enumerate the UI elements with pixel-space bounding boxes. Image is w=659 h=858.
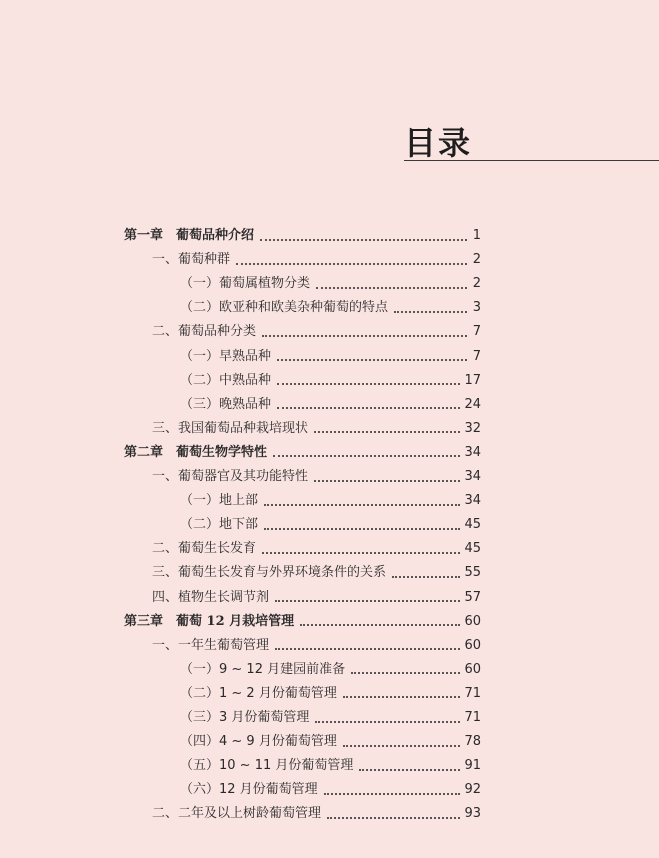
toc-entry-label: （二）地下部 <box>180 517 259 533</box>
toc-entry[interactable] <box>180 296 481 320</box>
toc-entry[interactable] <box>152 586 481 610</box>
toc-page-number: 17 <box>464 372 481 388</box>
toc-entry-label: 三、葡萄生长发育与外界环境条件的关系 <box>152 565 387 581</box>
toc-entry[interactable] <box>180 682 481 706</box>
toc-entry[interactable] <box>180 658 481 682</box>
toc-page-number: 78 <box>464 734 481 750</box>
toc-leader-dots <box>343 744 461 747</box>
toc-page-number: 32 <box>464 420 481 436</box>
toc-entry-label: 二、二年及以上树龄葡萄管理 <box>152 806 322 822</box>
toc-entry-label: （二）1 ~ 2 月份葡萄管理 <box>180 685 337 701</box>
toc-entry-label: （一）地上部 <box>180 493 259 509</box>
toc-leader-dots <box>273 454 460 457</box>
toc-entry-label: （六）12 月份葡萄管理 <box>180 782 318 798</box>
toc-entry-label: 第三章 葡萄 12 月栽培管理 <box>124 613 295 629</box>
page-title: 目录 <box>404 124 473 162</box>
toc-leader-dots <box>394 310 467 313</box>
toc-page-number: 34 <box>464 444 481 460</box>
toc-page-number: 7 <box>472 348 481 364</box>
toc-leader-dots <box>264 527 460 530</box>
toc-entry-label: 四、植物生长调节剂 <box>152 589 270 605</box>
toc-leader-dots <box>324 792 461 795</box>
toc-page-number: 1 <box>472 228 481 243</box>
toc-page-number: 60 <box>464 637 481 653</box>
toc-page-number: 34 <box>464 493 481 509</box>
toc-entry[interactable] <box>180 513 481 537</box>
toc-leader-dots <box>359 768 460 771</box>
toc-entry[interactable] <box>152 802 481 826</box>
toc-page-number: 92 <box>464 782 481 798</box>
toc-page-number: 3 <box>472 300 481 316</box>
toc-entry[interactable] <box>152 634 481 658</box>
toc-leader-dots <box>236 262 467 265</box>
toc-chapter-entry[interactable] <box>124 610 481 634</box>
toc-entry-label: 第二章 葡萄生物学特性 <box>124 444 268 460</box>
toc-leader-dots <box>300 623 460 626</box>
toc-leader-dots <box>351 671 460 674</box>
toc-entry[interactable] <box>180 272 481 296</box>
toc-entry-label: 一、葡萄种群 <box>152 252 231 268</box>
toc-leader-dots <box>277 382 460 385</box>
toc-entry[interactable] <box>180 730 481 754</box>
toc-page-number: 2 <box>472 252 481 268</box>
toc-entry-label: 二、葡萄品种分类 <box>152 324 257 340</box>
toc-leader-dots <box>314 479 460 482</box>
toc-entry[interactable] <box>180 706 481 730</box>
toc-leader-dots <box>262 334 467 337</box>
toc-leader-dots <box>275 599 460 602</box>
toc-entry[interactable] <box>152 248 481 272</box>
toc-entry-label: 二、葡萄生长发育 <box>152 541 257 557</box>
toc-page-number: 57 <box>464 589 481 605</box>
toc-leader-dots <box>277 358 467 361</box>
toc-page-number: 55 <box>464 565 481 581</box>
toc-leader-dots <box>343 695 461 698</box>
toc-page-number: 7 <box>472 324 481 340</box>
toc-entry[interactable] <box>152 537 481 561</box>
toc-page-number: 93 <box>464 806 481 822</box>
toc-page-number: 2 <box>472 276 481 292</box>
toc-entry-label: （二）中熟品种 <box>180 372 272 388</box>
toc-leader-dots <box>277 406 460 409</box>
toc-entry-label: 三、我国葡萄品种栽培现状 <box>152 420 309 436</box>
toc-entry-label: （二）欧亚种和欧美杂种葡萄的特点 <box>180 300 389 316</box>
toc-page-number: 34 <box>464 469 481 484</box>
toc-entry-label: 一、一年生葡萄管理 <box>152 637 270 653</box>
toc-page-number: 71 <box>464 685 481 701</box>
toc-page-number: 24 <box>464 396 481 412</box>
toc-entry[interactable] <box>180 489 481 513</box>
toc-leader-dots <box>327 816 460 819</box>
toc-page-number: 45 <box>464 541 481 557</box>
toc-entry[interactable] <box>180 754 481 778</box>
toc-entry[interactable] <box>180 778 481 802</box>
toc-page-number: 71 <box>464 710 481 725</box>
toc-leader-dots <box>275 647 460 650</box>
toc-entry[interactable] <box>180 369 481 393</box>
toc-page-number: 91 <box>464 758 481 774</box>
toc-entry-label: （四）4 ~ 9 月份葡萄管理 <box>180 734 337 750</box>
toc-leader-dots <box>316 286 467 289</box>
toc-chapter-entry[interactable] <box>124 224 481 248</box>
toc-leader-dots <box>262 551 460 554</box>
toc-entry-label: 一、葡萄器官及其功能特性 <box>152 469 309 484</box>
toc-leader-dots <box>264 503 460 506</box>
toc-leader-dots <box>315 720 460 723</box>
toc-entry-label: （一）早熟品种 <box>180 348 272 364</box>
toc-entry-label: （三）3 月份葡萄管理 <box>180 710 310 725</box>
toc-entry-label: （三）晚熟品种 <box>180 396 272 412</box>
toc-page-number: 60 <box>464 613 481 629</box>
toc-entry[interactable] <box>152 561 481 585</box>
toc-entry[interactable] <box>180 393 481 417</box>
toc-entry[interactable] <box>152 417 481 441</box>
toc-page-number: 45 <box>464 517 481 533</box>
toc-entry[interactable] <box>152 465 481 489</box>
toc-page-number: 60 <box>464 661 481 677</box>
toc-entry-label: （五）10 ~ 11 月份葡萄管理 <box>180 758 354 774</box>
toc-leader-dots <box>260 238 467 241</box>
toc-entry-label: 第一章 葡萄品种介绍 <box>124 228 255 243</box>
toc-entry[interactable] <box>180 345 481 369</box>
toc-chapter-entry[interactable] <box>124 441 481 465</box>
toc-leader-dots <box>314 430 460 433</box>
toc-leader-dots <box>392 575 460 578</box>
toc-entry-label: （一）9 ~ 12 月建园前准备 <box>180 661 346 677</box>
toc-entry[interactable] <box>152 320 481 344</box>
title-underline <box>404 160 659 161</box>
toc-entry-label: （一）葡萄属植物分类 <box>180 276 311 292</box>
